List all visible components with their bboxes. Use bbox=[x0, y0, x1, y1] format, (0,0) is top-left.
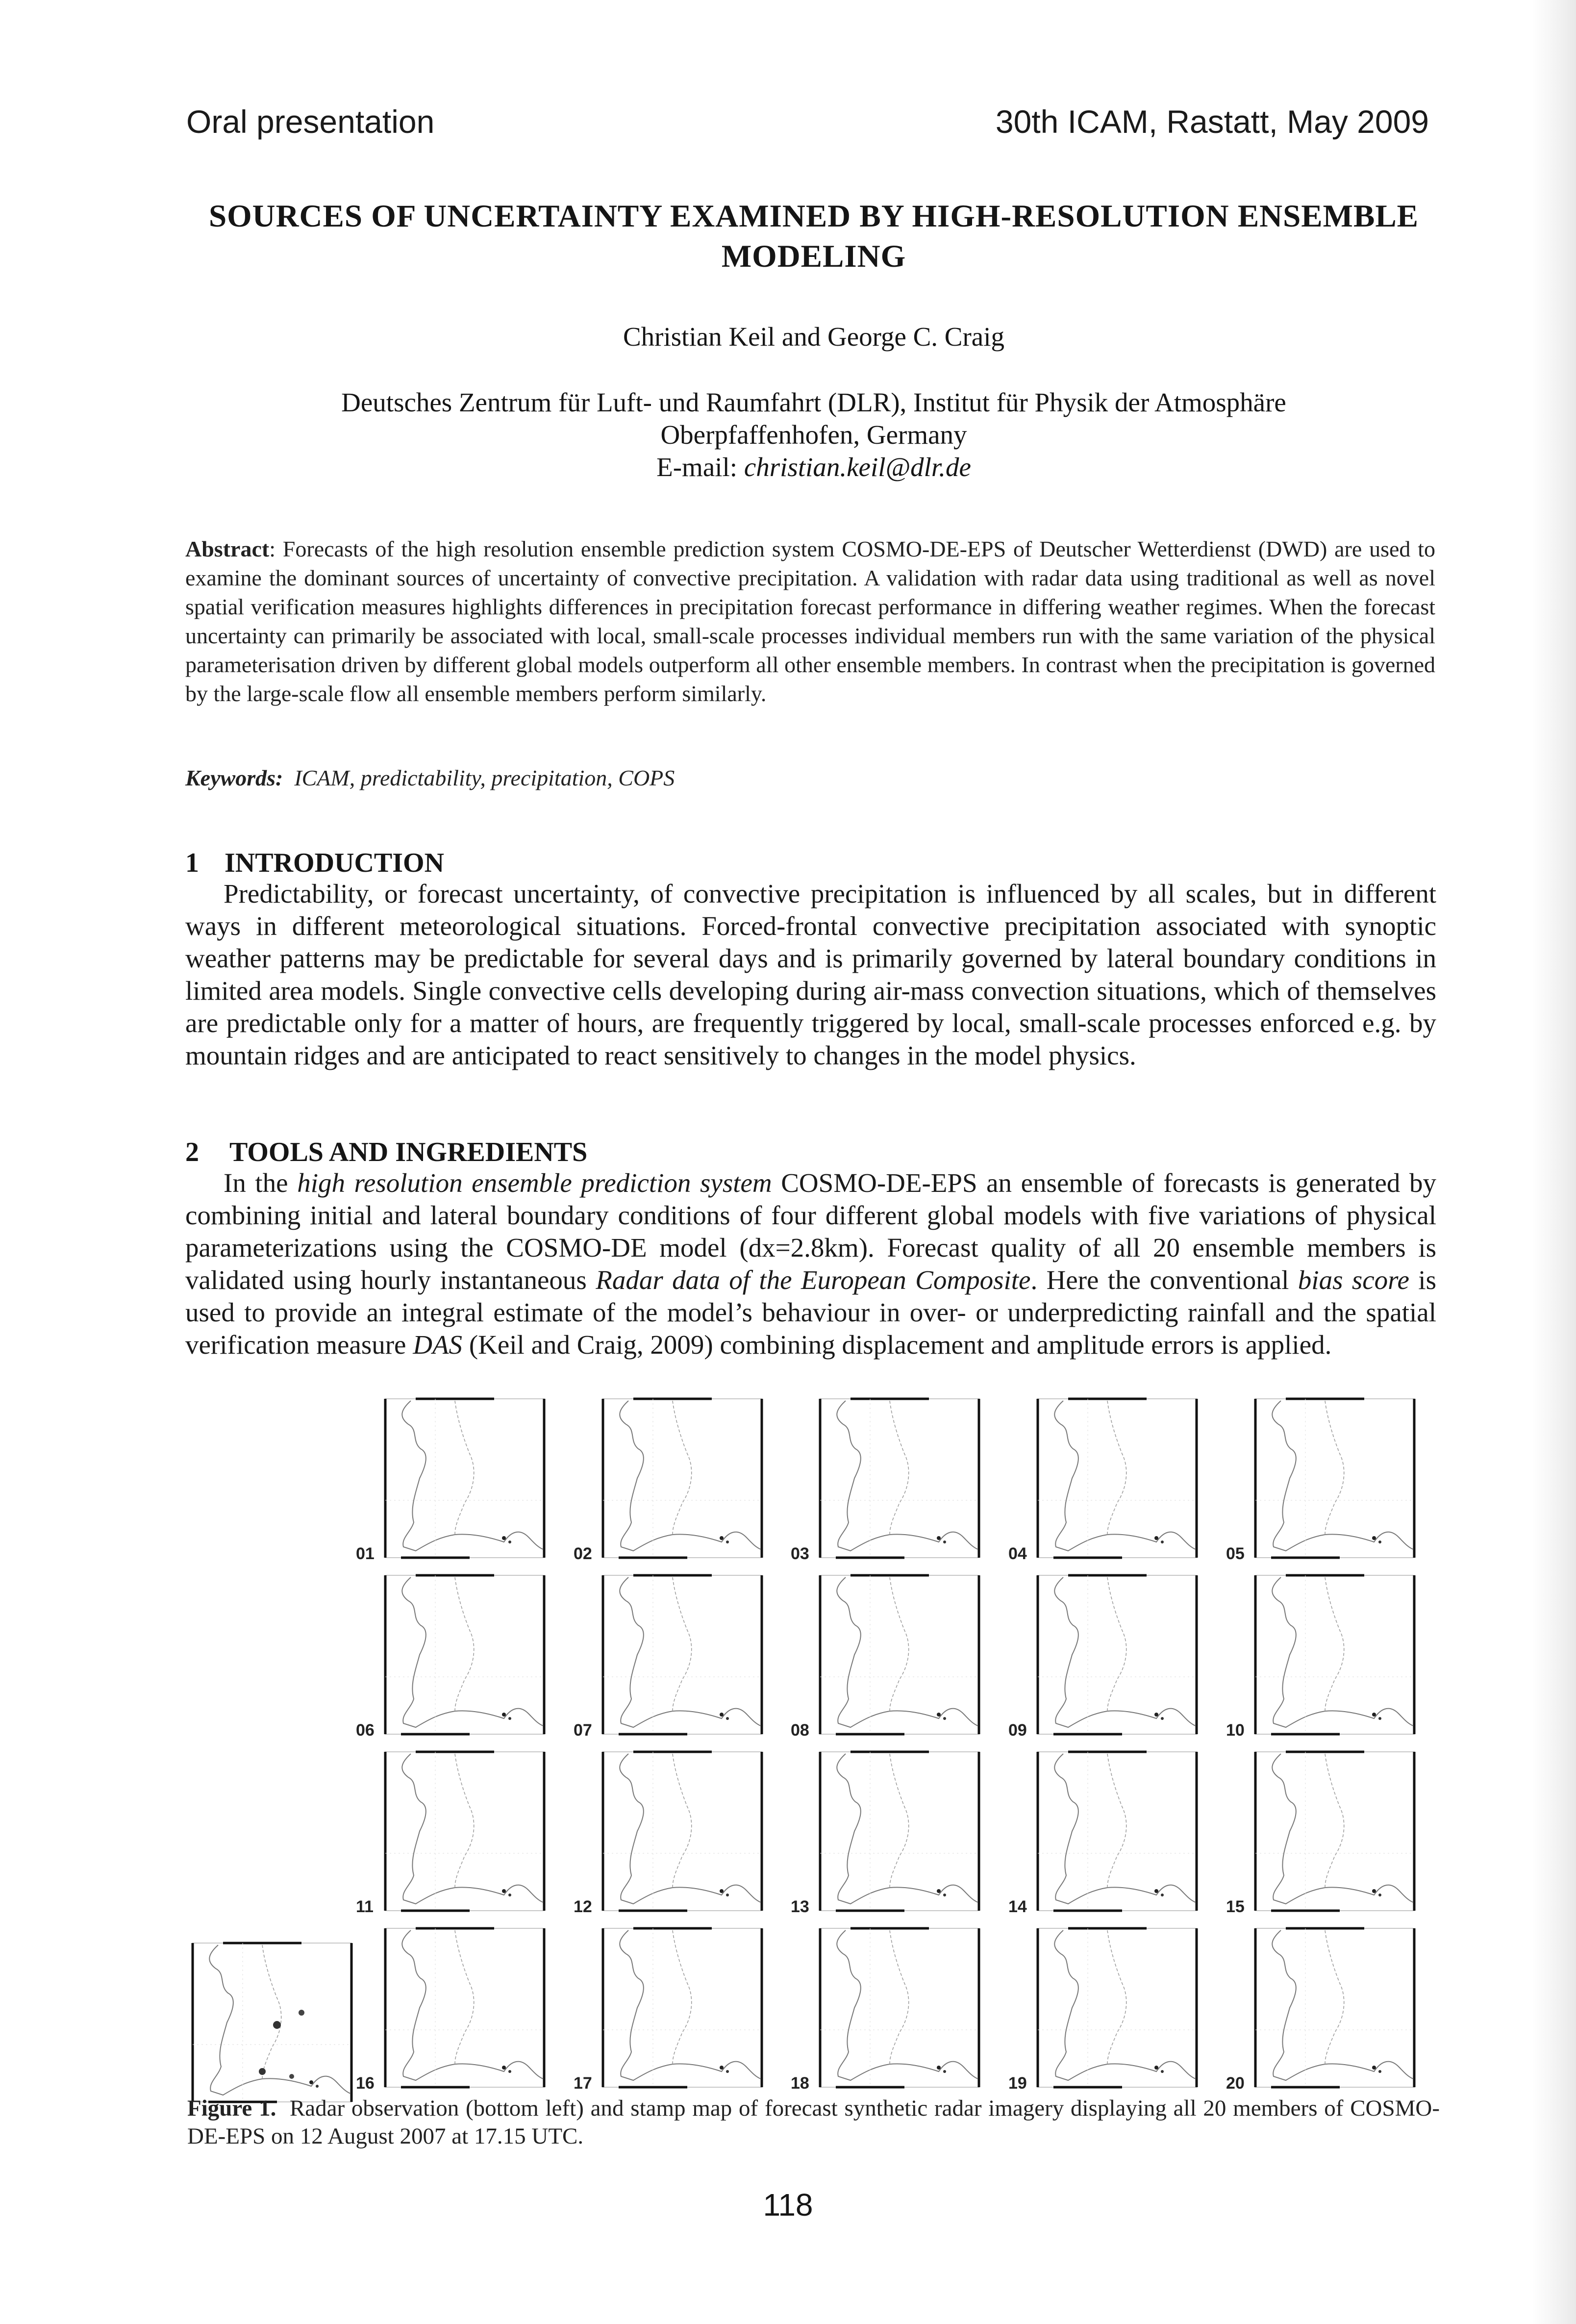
ensemble-member-map bbox=[381, 1748, 548, 1915]
map-frame bbox=[381, 1395, 548, 1562]
map-frame bbox=[1251, 1748, 1418, 1915]
map-frame bbox=[1251, 1571, 1418, 1738]
member-label: 03 bbox=[791, 1544, 809, 1563]
section-2-text-1: In the bbox=[224, 1168, 298, 1198]
section-2-text-5: (Keil and Craig, 2009) combining displacement and amplitude errors is applied. bbox=[462, 1330, 1332, 1360]
map-frame bbox=[1251, 1924, 1418, 2091]
member-label: 08 bbox=[791, 1721, 809, 1740]
ensemble-member-map bbox=[816, 1748, 983, 1915]
member-label: 04 bbox=[1008, 1544, 1027, 1563]
ensemble-member-map bbox=[599, 1924, 766, 2091]
member-label: 16 bbox=[356, 2074, 375, 2093]
paper-title bbox=[181, 196, 1446, 277]
map-frame bbox=[599, 1924, 766, 2091]
member-label: 06 bbox=[356, 1721, 375, 1740]
member-label: 20 bbox=[1226, 2074, 1245, 2093]
section-1-number: 1 bbox=[185, 848, 199, 878]
section-1-body: Predictability, or forecast uncertainty, of convective precipitation is influenced by all scales, but in different ways in different meteorological situations. Forced-frontal convective precipitation associated with synoptic weather patterns may be predictable for several days and is primarily governed by lateral boundary conditions in limited area models. Single convective cells developing during air-mass convection situations, which of themselves are predictable only for a matter of hours, are frequently triggered by local, small-scale processes enforced e.g. by mountain ridges and are anticipated to react sensitively to changes in the model physics. bbox=[185, 879, 1436, 1070]
map-frame bbox=[381, 1924, 548, 2091]
member-label: 10 bbox=[1226, 1721, 1245, 1740]
ensemble-member-map bbox=[816, 1924, 983, 2091]
member-label: 19 bbox=[1008, 2074, 1027, 2093]
member-label: 12 bbox=[574, 1897, 592, 1916]
section-2-italic-4: DAS bbox=[413, 1330, 463, 1360]
figure-caption-label: Figure 1. bbox=[187, 2096, 276, 2121]
section-1-heading bbox=[185, 847, 444, 879]
abstract bbox=[185, 534, 1435, 708]
section-2-title: TOOLS AND INGREDIENTS bbox=[229, 1137, 588, 1167]
authors: Christian Keil and George C. Craig bbox=[623, 322, 1004, 352]
ensemble-member-map bbox=[1034, 1571, 1201, 1738]
radar-observation-map bbox=[189, 1939, 355, 2106]
email-address[interactable]: christian.keil@dlr.de bbox=[744, 452, 971, 482]
member-label: 13 bbox=[791, 1897, 809, 1916]
ensemble-member-map bbox=[599, 1395, 766, 1562]
member-label: 02 bbox=[574, 1544, 592, 1563]
abstract-label: Abstract bbox=[185, 536, 270, 561]
figure-caption bbox=[187, 2095, 1440, 2150]
ensemble-member-map bbox=[816, 1395, 983, 1562]
ensemble-member-map bbox=[816, 1571, 983, 1738]
section-2-text-4: is used to provide an integral estimate of the model’s behaviour in over- or underpredicting rainfall and the spatial verification measure bbox=[185, 1265, 1436, 1360]
section-2-italic-2: Radar data of the European Composite bbox=[596, 1265, 1031, 1295]
member-label: 01 bbox=[356, 1544, 375, 1563]
map-frame bbox=[1034, 1748, 1201, 1915]
member-label: 11 bbox=[356, 1897, 374, 1916]
section-2-number: 2 bbox=[185, 1137, 199, 1167]
header-left: Oral presentation bbox=[186, 103, 435, 140]
section-2-text-3: . Here the conventional bbox=[1030, 1265, 1298, 1295]
map-frame bbox=[189, 1939, 355, 2106]
email-label: E-mail: bbox=[656, 452, 738, 482]
map-frame bbox=[816, 1395, 983, 1562]
ensemble-member-map bbox=[1251, 1571, 1418, 1738]
section-2-body bbox=[185, 1167, 1436, 1361]
map-frame bbox=[381, 1748, 548, 1915]
abstract-text: : Forecasts of the high resolution ensemble prediction system COSMO-DE-EPS of Deutscher Wetterdienst (DWD) are used to examine the dominant sources of uncertainty of convective precipitation. A validation with radar data using traditional as well as novel spatial verification measures highlights differences in precipitation forecast performance in differing weather regimes. When the forecast uncertainty can primarily be associated with local, small-scale processes individual members run with the same variation of the physical parameterisation driven by different global models outperform all other ensemble members. In contrast when the precipitation is governed by the large-scale flow all ensemble members perform similarly. bbox=[185, 536, 1435, 706]
member-label: 14 bbox=[1008, 1897, 1027, 1916]
section-2-heading bbox=[185, 1137, 587, 1168]
map-frame bbox=[816, 1924, 983, 2091]
map-frame bbox=[816, 1748, 983, 1915]
ensemble-member-map bbox=[381, 1571, 548, 1738]
member-label: 17 bbox=[574, 2074, 592, 2093]
member-label: 05 bbox=[1226, 1544, 1245, 1563]
map-frame bbox=[1034, 1924, 1201, 2091]
map-frame bbox=[1034, 1571, 1201, 1738]
member-label: 09 bbox=[1008, 1721, 1027, 1740]
map-frame bbox=[599, 1395, 766, 1562]
affiliation bbox=[181, 386, 1446, 483]
figure-caption-text: Radar observation (bottom left) and stamp map of forecast synthetic radar imagery displaying all 20 members of COSMO-DE-EPS on 12 August 2007 at 17.15 UTC. bbox=[187, 2096, 1440, 2149]
section-1-title: INTRODUCTION bbox=[225, 848, 445, 878]
ensemble-member-map bbox=[599, 1571, 766, 1738]
ensemble-member-map bbox=[599, 1748, 766, 1915]
map-frame bbox=[381, 1571, 548, 1738]
affiliation-line-2: Oberpfaffenhofen, Germany bbox=[660, 420, 967, 450]
member-label: 18 bbox=[791, 2074, 809, 2093]
map-frame bbox=[1251, 1395, 1418, 1562]
ensemble-member-map bbox=[381, 1395, 548, 1562]
member-label: 07 bbox=[574, 1721, 592, 1740]
map-frame bbox=[599, 1571, 766, 1738]
ensemble-member-map bbox=[1034, 1748, 1201, 1915]
member-label: 15 bbox=[1226, 1897, 1245, 1916]
section-2-text-2: COSMO-DE-EPS an ensemble of forecasts is generated by combining initial and lateral boundary conditions of four different global models with five variations of physical parameterizations using the COSMO-DE model (dx=2.8km). Forecast quality of all 20 ensemble members is validated using hourly instantaneous bbox=[185, 1168, 1436, 1295]
page-edge-shadow bbox=[1532, 0, 1576, 2324]
map-frame bbox=[816, 1571, 983, 1738]
keywords-text: ICAM, predictability, precipitation, COPS bbox=[294, 765, 675, 790]
keywords bbox=[185, 765, 675, 791]
ensemble-member-map bbox=[1034, 1924, 1201, 2091]
title-line-2: MODELING bbox=[721, 239, 906, 274]
keywords-label: Keywords: bbox=[185, 765, 283, 790]
header-right: 30th ICAM, Rastatt, May 2009 bbox=[995, 103, 1429, 140]
title-line-1: SOURCES OF UNCERTAINTY EXAMINED BY HIGH-RESOLUTION ENSEMBLE bbox=[208, 199, 1419, 234]
ensemble-member-map bbox=[1251, 1395, 1418, 1562]
section-2-italic-3: bias score bbox=[1298, 1265, 1409, 1295]
affiliation-line-1: Deutsches Zentrum für Luft- und Raumfahrt (DLR), Institut für Physik der Atmosphäre bbox=[341, 387, 1286, 417]
page-number: 118 bbox=[763, 2187, 813, 2223]
map-frame bbox=[599, 1748, 766, 1915]
ensemble-member-map bbox=[381, 1924, 548, 2091]
map-frame bbox=[1034, 1395, 1201, 1562]
section-2-italic-1: high resolution ensemble prediction system bbox=[297, 1168, 772, 1198]
email-line bbox=[181, 451, 1446, 483]
ensemble-member-map bbox=[1034, 1395, 1201, 1562]
ensemble-member-map bbox=[1251, 1748, 1418, 1915]
ensemble-member-map bbox=[1251, 1924, 1418, 2091]
